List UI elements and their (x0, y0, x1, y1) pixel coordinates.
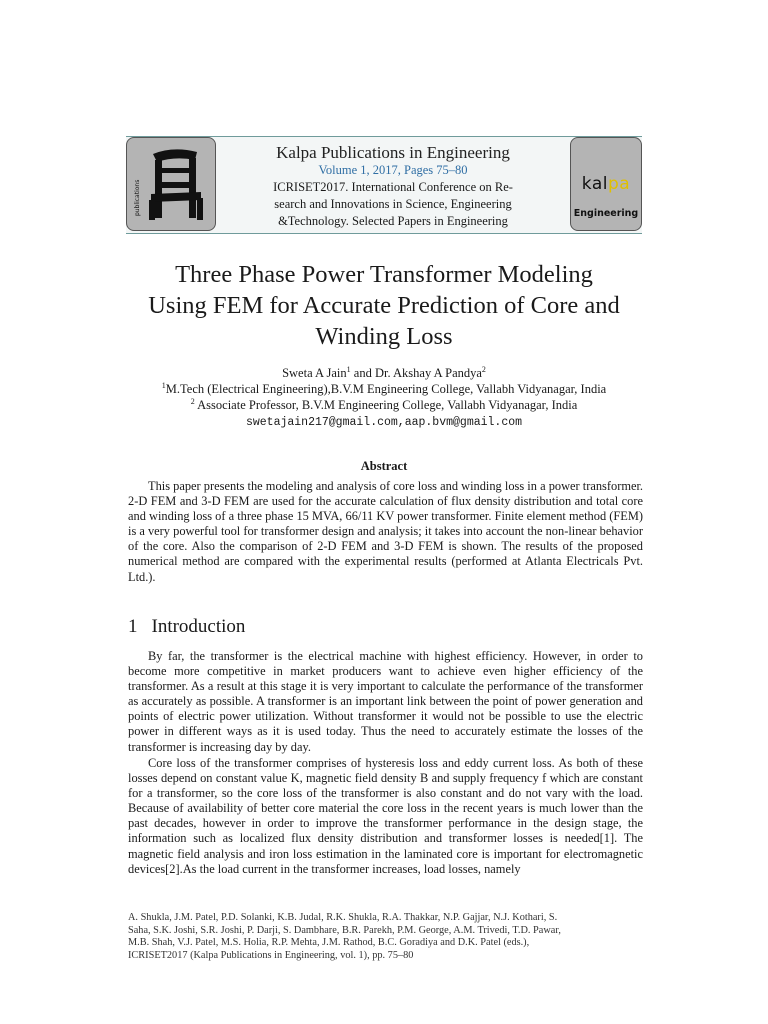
series-name: Kalpa Publications in Engineering (276, 143, 510, 162)
citation-footer (128, 912, 648, 962)
conference-line: search and Innovations in Science, Engineering (274, 197, 512, 211)
email-link[interactable]: swetajain217@gmail.com, (245, 416, 405, 429)
title-line: Winding Loss (315, 323, 453, 350)
body-paragraph: Core loss of the transformer comprises of hysteresis loss and eddy current loss. As both of these losses depend on constant value K, magnetic field density B and supply frequency f which are constant for a transformer, so the core loss of the transformer is also constant and do not vary with the load. Because of availability of better core material the core loss in the recent years is much lower than the past decades, however in order to improve the transformer performance in the design stage, the information such as localized flux density distribution and transformer losses is needed[1]. The magnetic field analysis and iron loss estimation in the laminated core is important for electromagnetic devices[2].As the load current in the transformer increases, load losses, namely (128, 756, 643, 876)
engineering-caption: Engineering (573, 208, 639, 219)
footer-line: A. Shukla, J.M. Patel, P.D. Solanki, K.B. Judal, R.K. Shukla, R.A. Thakkar, N.P. Gajjar, N.J. Kothari, S. (128, 912, 558, 923)
footer-line: Saha, S.K. Joshi, S.R. Joshi, P. Darji, S. Dambhare, B.R. Parekh, P.M. George, A.M. Trivedi, T.D. Pawar, (128, 924, 561, 936)
footer-line: ICRISET2017 (Kalpa Publications in Engineering, vol. 1), pp. 75–80 (128, 949, 414, 961)
conference-line: &Technology. Selected Papers in Engineering (278, 214, 508, 228)
paper-title (120, 259, 648, 352)
kalpa-wordmark: kalpa (581, 174, 631, 194)
title-line: Using FEM for Accurate Prediction of Core and (148, 292, 620, 319)
journal-header (126, 136, 642, 234)
author-block (120, 365, 648, 431)
section-heading: 1 Introduction (128, 616, 246, 637)
body-paragraph: By far, the transformer is the electrical machine with highest efficiency. However, in order to become more competitive in market producers want to achieve even higher efficiency of the transformer. As a result at this stage it is very important to calculate the performance of the transformer as accurately as possible. A transformer is an important link between the point of power generation and points of electric power utilization. Without transformer it would not be possible to use the electric power in different ways as it is used today. Thus the need to accurately estimate the losses of the transformer is increasing day by day. (128, 649, 643, 754)
abstract-text: This paper presents the modeling and analysis of core loss and winding loss in a power transformer. 2-D FEM and 3-D FEM are used for the accurate calculation of flux density distribution and total core and winding loss of a three phase 15 MVA, 66/11 KV power transformer. Finite element method (FEM) is a very powerful tool for transformer design and analysis; it takes into account the non-linear behavior of the core. Also the comparison of 2-D FEM and 3-D FEM is shown. The results of the proposed numerical method are compared with the experimental results (performed at Atlanta Electricals Pvt. Ltd.). (128, 479, 643, 584)
volume-pages[interactable]: Volume 1, 2017, Pages 75–80 (318, 163, 468, 177)
affiliation-2: $^2$ Associate Professor, B.V.M Engineering College, Vallabh Vidyanagar, India (190, 396, 578, 412)
header-text-block (222, 143, 564, 230)
author-names: Sweta A Jain$^1$ and Dr. Akshay A Pandya$^2$ (282, 364, 486, 380)
author-emails (120, 413, 648, 431)
kalpa-engineering-logo (570, 137, 642, 231)
abstract-heading: Abstract (360, 459, 408, 473)
chair-icon (127, 138, 215, 230)
kalpa-chair-logo (126, 137, 216, 231)
footer-line: M.B. Shah, V.J. Patel, M.S. Holia, R.P. Mehta, J.M. Rathod, B.C. Goradiya and D.K. Patel (eds.), (128, 937, 530, 949)
conference-line: ICRISET2017. International Conference on Re- (273, 180, 513, 194)
svg-text:publications: publications (134, 179, 141, 216)
affiliation-1: $^1$M.Tech (Electrical Engineering),B.V.M Engineering College, Vallabh Vidyanagar, India (161, 380, 607, 396)
conference-info (222, 179, 564, 230)
title-line: Three Phase Power Transformer Modeling (175, 261, 593, 288)
email-link[interactable]: aap.bvm@gmail.com (404, 416, 523, 429)
